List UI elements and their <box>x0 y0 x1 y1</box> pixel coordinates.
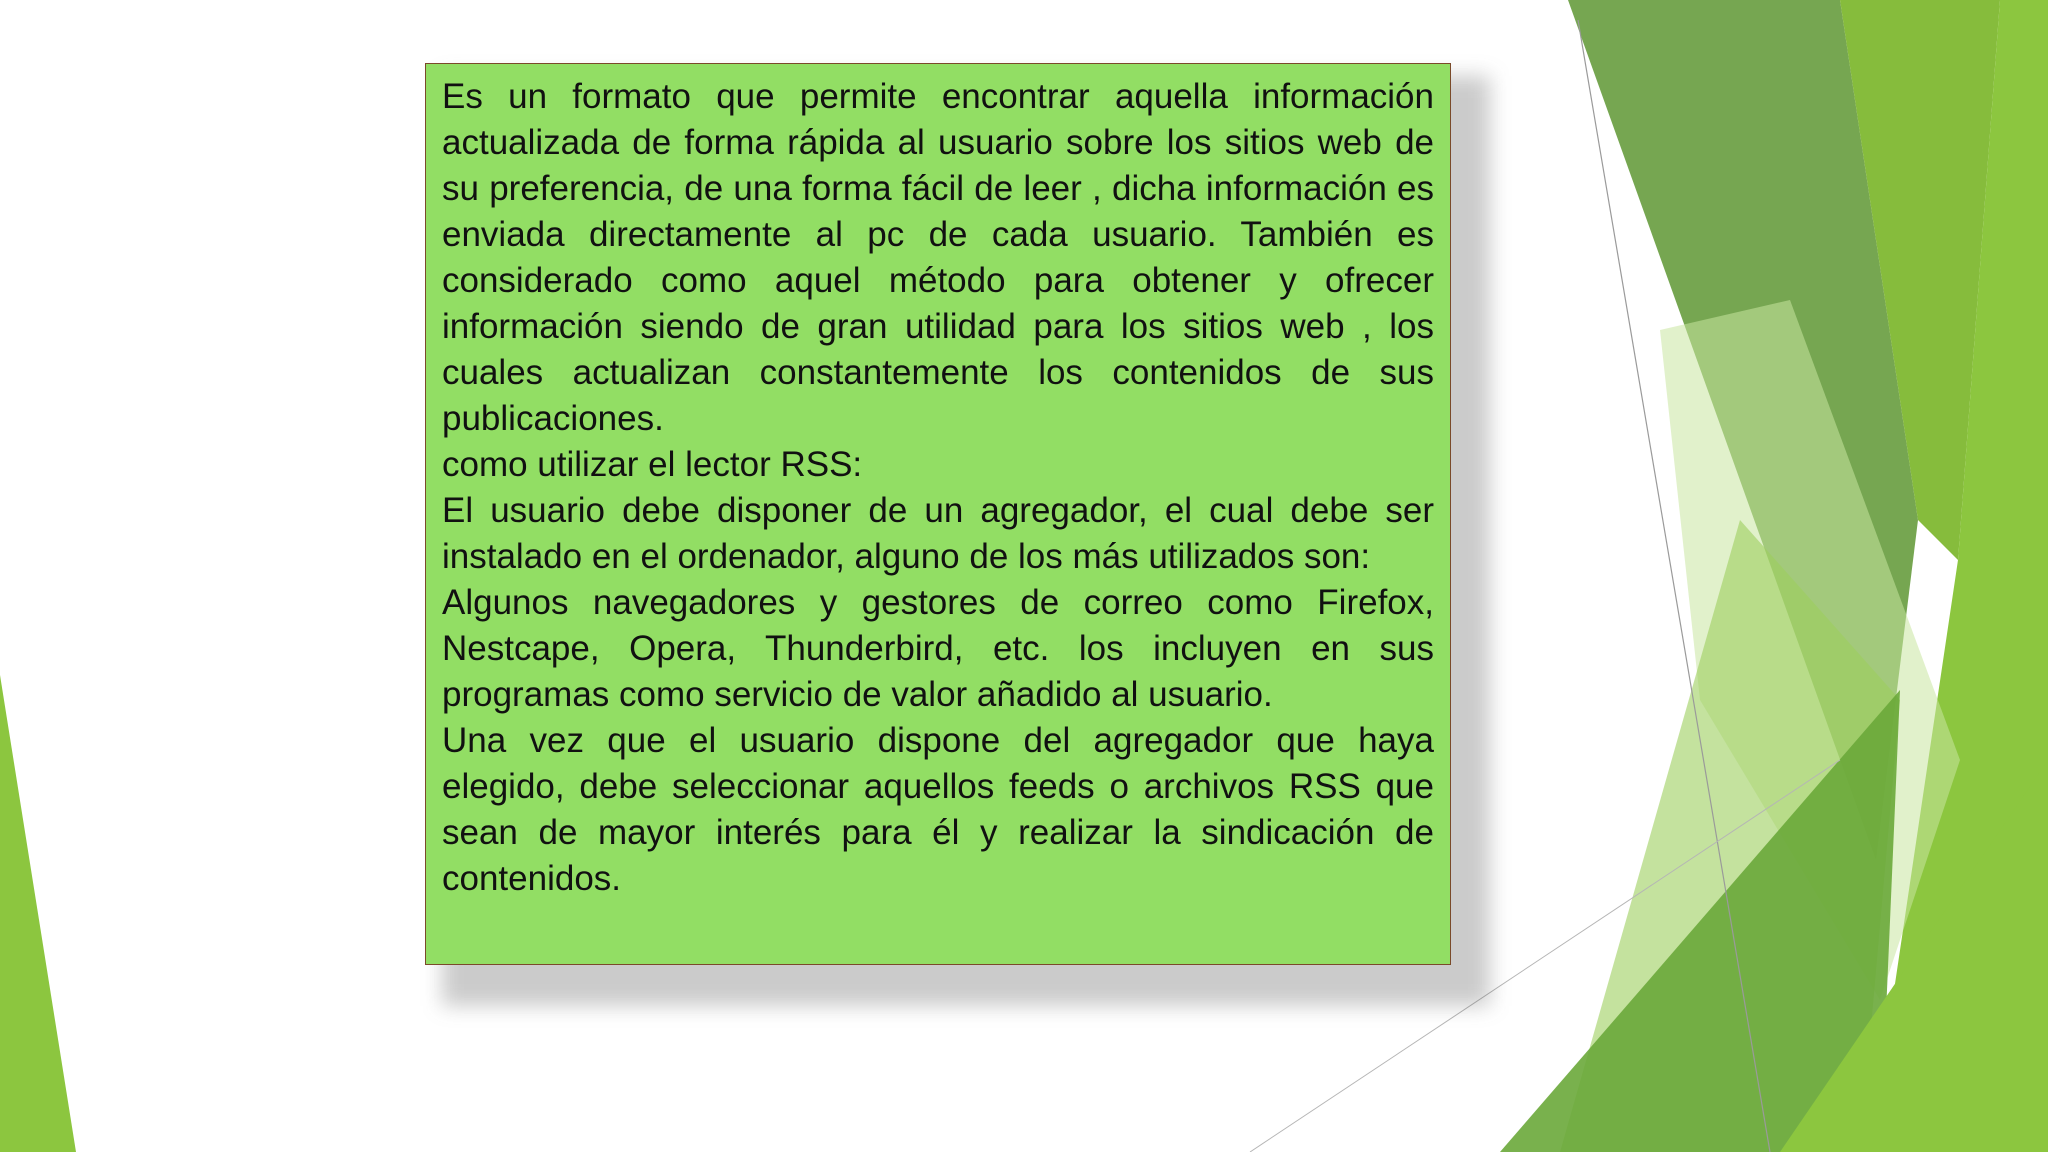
paragraph-feeds: Una vez que el usuario dispone del agregador que haya elegido, debe seleccionar aquellos feeds o archivos RSS que sean de mayor interés para él y realizar la sindicación de contenidos. <box>442 721 1434 898</box>
left-green-sliver <box>0 675 76 1152</box>
paragraph-rss-heading: como utilizar el lector RSS: <box>442 445 863 484</box>
paragraph-browsers: Algunos navegadores y gestores de correo como Firefox, Nestcape, Opera, Thunderbird, etc. los incluyen en sus programas como servicio de valor añadido al usuario. <box>442 583 1434 714</box>
content-text-box <box>425 63 1451 965</box>
paragraph-aggregator: El usuario debe disponer de un agregador, el cual debe ser instalado en el ordenador, alguno de los más utilizados son: <box>442 491 1434 576</box>
paragraph-definition: Es un formato que permite encontrar aquella información actualizada de forma rápida al usuario sobre los sitios web de su preferencia, de una forma fácil de leer , dicha información es enviada directamente al pc de cada usuario. También es considerado como aquel método para obtener y ofrecer información siendo de gran utilidad para los sitios web , los cuales actualizan constantemente los contenidos de sus publicaciones. <box>442 77 1434 438</box>
